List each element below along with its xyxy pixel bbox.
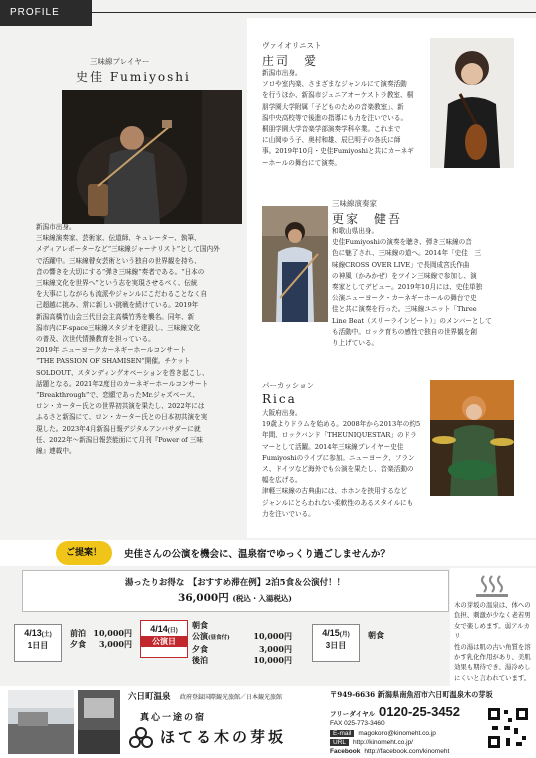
bio-line: ジャンルにとらわれない柔軟性のあるスタイルにも [262, 498, 414, 507]
email-link[interactable]: magokoro@kinomeht.co.jp [358, 730, 436, 737]
bio-line: 三味線文化を世界へ”という志を実現させるべく、伝統 [36, 279, 198, 288]
bio-line: 己超越に挑み、常に新しい挑戦を続けている。2019年 [36, 301, 199, 310]
onsen-line: 木の芽坂の温泉は、体への [454, 601, 531, 609]
url-label: URL [330, 739, 349, 746]
bio-line: ロン・カーター氏との世界初共演を果たし、2022年には [36, 402, 205, 411]
meal-name: 前泊 [70, 628, 86, 638]
day3-badge [312, 624, 360, 662]
hotel-slogan: 真心一途の宿 [140, 713, 207, 723]
day1-weekday: (土) [41, 632, 52, 638]
hot-spring-icon [472, 572, 512, 598]
bio-line: で活躍中。三味線瞽女芸術という独自の世界観を持ち、 [36, 256, 201, 265]
bio-line: 潟中央高校等で後進の指導にも力を注いでいる。 [262, 113, 408, 122]
meal-name: 夕食 [192, 644, 208, 654]
sarake-bio [332, 226, 528, 349]
bio-line: 任、2022年〜新潟日報芸能面にて月刊『Power of 三味 [36, 435, 203, 444]
bio-line: 現した。2023年4月新潟日報デジタルアンバサダーに就 [36, 424, 201, 433]
meal-price: 10,000円 [253, 655, 292, 665]
day3-weekday: (月) [339, 632, 350, 638]
proposal-text: 史佳さんの公演を機会に、温泉宿でゆっくり過ごしませんか？ [124, 549, 390, 560]
email-label: E-mail [330, 730, 354, 737]
sarake-role: 三味線演奏家 [332, 199, 377, 208]
day2-schedule [192, 620, 292, 666]
fumiyoshi-bio [36, 222, 246, 457]
bio-line: 史佳Fumiyoshiの演奏を聴き、弾き三味線の音 [332, 238, 472, 247]
rica-photo [430, 380, 514, 496]
meal-name: 夕食 [70, 639, 86, 649]
bio-line: “THE PASSION OF SHAMISEN”開催。チケット [36, 357, 191, 366]
meal-note: (昼食付) [208, 635, 230, 641]
fax-number: FAX 025-773-3460 [330, 720, 385, 727]
offer-price-line [50, 590, 420, 605]
meal-name: 朝食 [368, 630, 384, 640]
shoji-bio [262, 68, 430, 169]
hotel-certification: 政府登録国際観光旅館／日本観光旅館 [180, 694, 283, 701]
onsen-line: 効果も期待でき、湯冷めし [454, 663, 531, 672]
bio-line: “Breakthrough”で、恋願であったMr.ジャズベース、 [36, 391, 200, 400]
bio-line: Fumiyoshiのライブに参加。ニューヨーク、フラン [262, 453, 415, 462]
onsen-line: 女で楽しめます。弱アルカリ [454, 621, 530, 641]
bio-line: 新潟市出身。 [262, 69, 302, 77]
onsen-description [454, 600, 534, 683]
day2-label: 公演日 [141, 636, 187, 647]
bio-line: 2019年 ニューヨークカーネギーホールコンサート [36, 346, 187, 355]
email-row [330, 730, 436, 737]
town-name: 六日町温泉 [128, 692, 171, 702]
bio-line: Line Beat（スリーラインビート）」のメンバーとして [332, 316, 492, 325]
facebook-link[interactable]: http://facebook.com/kinomeht [364, 748, 450, 755]
onsen-line: にくいと言われています。 [454, 673, 531, 682]
bio-line: 桐朋学園大学音楽学部演奏学科卒業。これまで [262, 125, 401, 134]
bio-line: を行うほか、新潟市ジュニアオーケストラ教室、桐 [262, 91, 414, 100]
meal-price: 3,000円 [98, 639, 132, 649]
offer-headline: 湯ったりお得な 【おすすめ滞在例】2泊5食＆公演付！！ [124, 578, 346, 588]
onsen-line: 負担、刺激が少なく老若男 [454, 611, 531, 620]
sarake-photo [262, 206, 328, 322]
fumiyoshi-photo [62, 90, 242, 224]
bio-line: メディアレポーターなど“三味線ジャーナリスト”として国内外 [36, 245, 220, 254]
offer-price: 36,000円 [178, 592, 229, 604]
bio-line: 津軽三味線の古典曲には、ホホンを挟用するなど [262, 487, 408, 496]
bio-line: 三味線演奏家、芸術家、伝道師、キュレーター、執筆、 [36, 234, 201, 243]
bio-line: ソロや室内楽、さまざまなジャンルにて演奏活動 [262, 80, 407, 89]
bio-line: り上げている。 [332, 339, 379, 348]
meal-price: 3,000円 [258, 644, 292, 654]
bio-line: 潟市内にF-space三味線スタジオを建設し、三味線文化 [36, 323, 201, 332]
onsen-line: かす乳化作用があり、美肌 [454, 653, 531, 662]
bio-line: を大事にしながらも流派やジャンルにこだわることなく自 [36, 290, 208, 299]
header-rule [92, 12, 536, 13]
bio-line: 新潟高橋竹山会三代目会主高橋竹秀を襲名。同年、新 [36, 312, 195, 321]
meal-name: 後泊 [192, 655, 208, 665]
bio-line: ふるさと新潟にて、ロン・カーター氏との日本初共演を実 [36, 413, 208, 422]
bio-line: の神風（かみかぜ）をツイン三味線で参加し、演 [332, 271, 477, 280]
free-dial [330, 704, 460, 719]
bio-line: 話題となる。2021年2度目のカーネギーホールコンサート [36, 379, 209, 388]
day2-date: 4/14 [150, 624, 168, 634]
day1-schedule [70, 628, 132, 650]
bio-line: 大阪府出身。 [262, 409, 302, 417]
bio-line: 奏家としてデビュー。2019年10月には、史佳単独 [332, 283, 483, 292]
fumiyoshi-section [0, 26, 247, 536]
url-row [330, 739, 413, 746]
bio-line: 新潟市出身。 [36, 223, 76, 231]
shoji-role: ヴァイオリニスト [262, 41, 322, 50]
facebook-row [330, 748, 449, 755]
bio-line: ス、ドイツなど海外でも公演を果たし、音楽活動の [262, 465, 414, 474]
free-dial-label: フリーダイヤル [330, 710, 376, 718]
bio-line: 色に魅了され、三味線の道へ。2014年「史佳 三 [332, 249, 482, 258]
url-link[interactable]: http://kinomeht.co.jp/ [353, 739, 413, 746]
rica-bio [262, 408, 430, 520]
day3-schedule [368, 630, 384, 641]
free-dial-number[interactable]: 0120-25-3452 [379, 704, 461, 719]
bio-line: 和歌山県出身。 [332, 227, 379, 235]
qr-code-icon [486, 706, 530, 750]
meal-price: 10,000円 [93, 628, 132, 638]
hotel-name: ほてる木の芽坂 [160, 728, 287, 746]
hotel-photo [8, 690, 74, 754]
sarake-name: 更家 健吾 [332, 212, 403, 226]
bio-line: マーとして活躍。2014年三味線プレイヤー史佳 [262, 442, 404, 451]
day1-label: 1日目 [27, 641, 49, 650]
bio-line: 朋学園大学附属「子どものための音楽教室」、新 [262, 102, 404, 111]
day1-badge [14, 624, 62, 662]
day3-label: 3日目 [325, 641, 347, 650]
hotel-footer [0, 686, 536, 758]
rica-name: Rica [262, 392, 297, 406]
bio-line: 味線CROSS OVER LIVE」で長岡成宮氏作曲 [332, 260, 470, 269]
fumiyoshi-role: 三味線プレイヤー [90, 57, 150, 66]
day2-badge [140, 620, 188, 658]
profile-header-label: PROFILE [0, 0, 92, 26]
meal-price: 10,000円 [253, 631, 292, 641]
onsen-line: 性の湯は肌の古い角質を溶 [454, 642, 531, 651]
bio-line: に山岡ゆう子、奥村和雄、辰巳明子の各氏に師 [262, 136, 401, 145]
hotel-logo-icon [128, 726, 154, 752]
day1-date: 4/13 [24, 628, 42, 638]
bio-line: 19歳よりドラムを始める。2008年から2013年の約5 [262, 420, 421, 429]
fumiyoshi-name: 史佳 Fumiyoshi [76, 70, 191, 84]
offer-price-note: (税込・入湯税込) [232, 594, 292, 603]
bio-line: ーホールの舞台にて演奏。 [262, 158, 341, 167]
hotel-address: 〒949-6636 新潟県南魚沼市六日町温泉木の芽坂 [330, 690, 493, 699]
shoji-photo [430, 38, 514, 168]
shoji-name: 庄司 愛 [262, 54, 319, 68]
bio-line: も活動中。ロック育ちの感性で独自の世界観を創 [332, 327, 477, 336]
bio-line: 力を注いでいる。 [262, 509, 315, 518]
day2-weekday: (日) [167, 628, 178, 634]
hotel-interior-photo [78, 690, 120, 754]
bio-line: 音の響きを大切にする“弾き三味線”奏者である。“日本の [36, 267, 205, 276]
bio-line: の普及、次世代情操教育を担っている。 [36, 335, 155, 344]
bio-line: 佳と共に演奏を行った。三味線ユニット「Three [332, 305, 477, 314]
bio-line: 事。2019年10月・史佳Fumiyoshiと共にカーネギ [262, 147, 414, 156]
bio-line: 幅を広げる。 [262, 476, 302, 485]
day3-date: 4/15 [322, 628, 340, 638]
bio-line: 公演ニューヨーク・カーネギーホールの舞台で史 [332, 294, 477, 303]
facebook-label: Facebook [330, 748, 361, 755]
proposal-badge: ご提案！ [56, 541, 112, 565]
meal-name: 公演 [192, 631, 208, 641]
bio-line: SOLDOUT、スタンディングオベーションを巻き起こし、 [36, 368, 209, 377]
bio-line: 線』連載中。 [36, 447, 76, 456]
bio-line: 年間、ロックバンド「THEUNIQUESTAR」のドラ [262, 431, 417, 440]
meal-name: 朝食 [192, 620, 208, 630]
rica-role: パーカッション [262, 381, 315, 390]
